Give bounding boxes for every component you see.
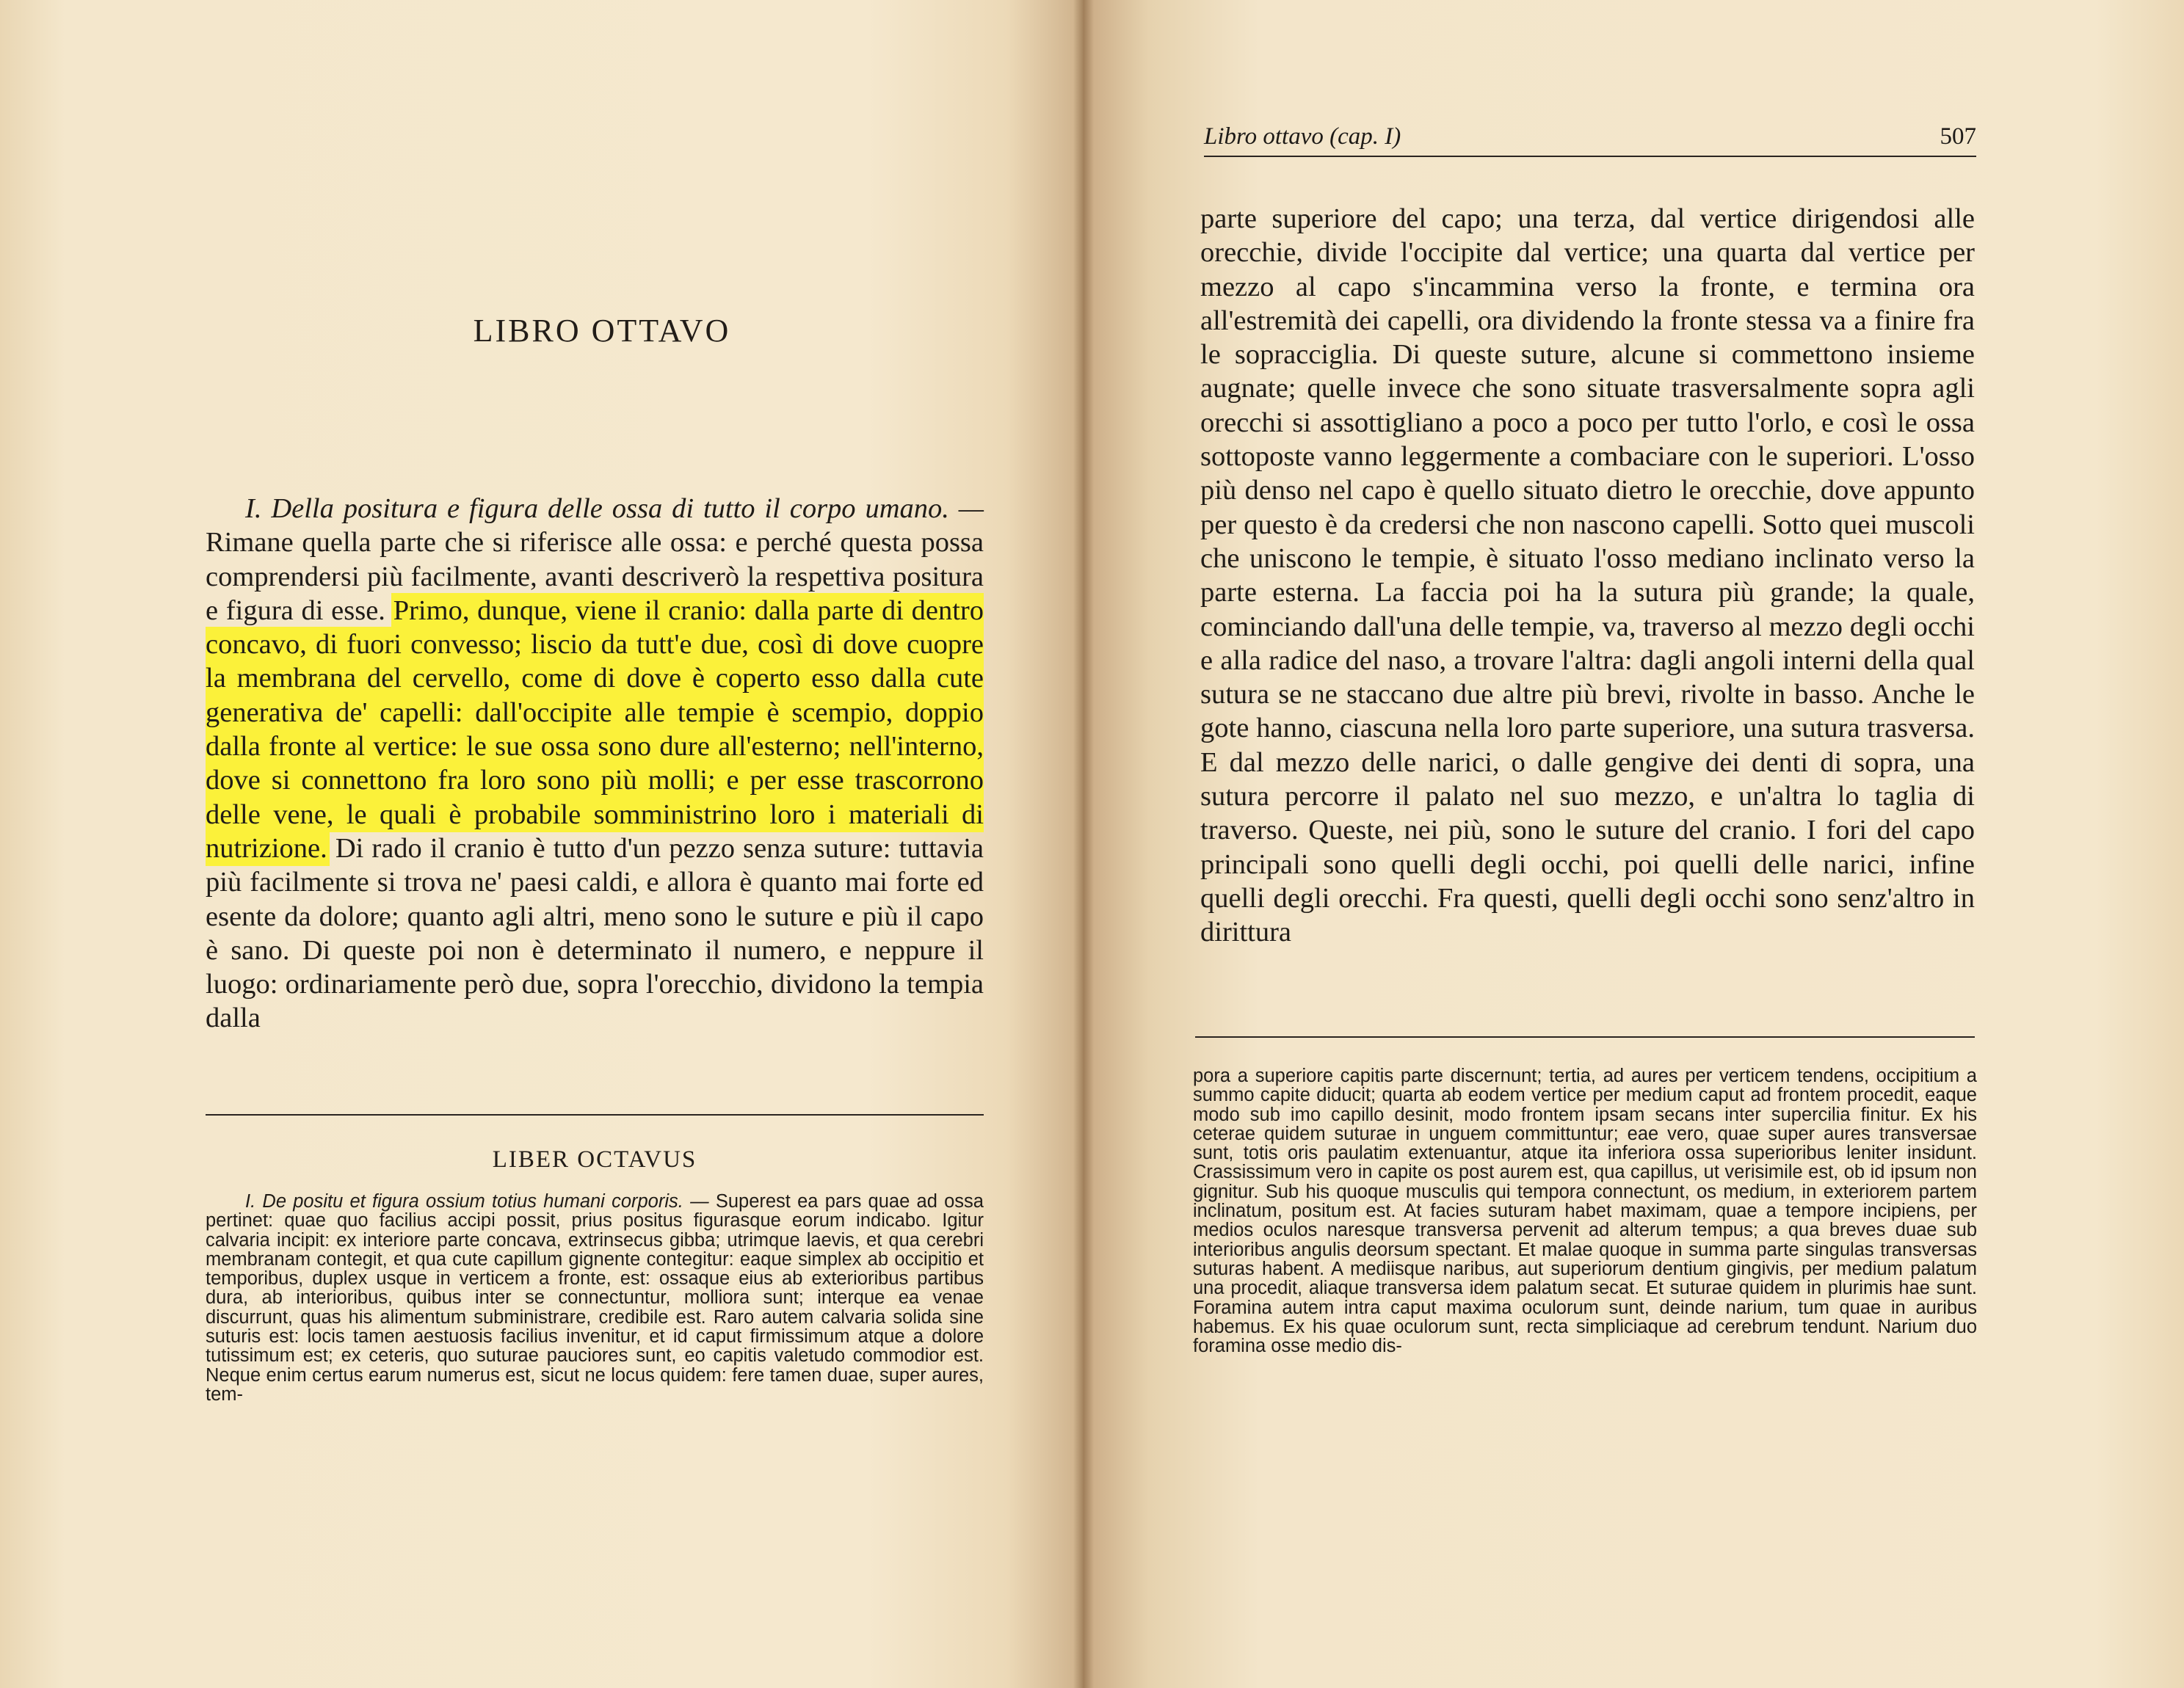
running-header xyxy=(1204,123,1976,157)
book-gutter xyxy=(1073,0,1094,1688)
running-title: Libro ottavo (cap. I) xyxy=(1204,123,1401,150)
italian-text-right xyxy=(1200,202,1975,950)
page-number: 507 xyxy=(1940,123,1976,150)
highlighted-passage: Primo, dunque, viene il cranio: dalla parte di dentro concavo, di fuori convesso; liscio da tutt'e due, così di dove cuopre la membrana del cervello, come di dove è coperto esso dalla cute generativa de' capelli: dall'occipite alle tempie è scempio, doppio dalla fronte al vertice: le sue ossa sono dure all'esterno; nell'interno, dove si connettono fra loro sono più molli; e per esse trascorrono delle vene, le quali è probabile somministrino loro i materiali di nutrizione. xyxy=(206,594,984,864)
latin-heading: I. De positu et figura ossium totius humani corporis. — xyxy=(245,1191,709,1212)
latin-title: LIBER OCTAVUS xyxy=(492,1146,697,1173)
intro-text: Rimane quella parte che si riferisce alle ossa: e perché questa possa comprendersi più facilmente, avanti descriverò la respettiva positura e figura di esse. xyxy=(206,527,984,626)
book-title: LIBRO OTTAVO xyxy=(473,313,731,349)
italian-body-right: parte superiore del capo; una terza, dal vertice dirigendosi alle orecchie, divide l'occipite dal vertice; una quarta dal vertice per mezzo al capo s'incammina verso la fronte, e termina ora all'estremità dei capelli, ora dividendo la fronte stessa va a finire fra le sopracciglia. Di queste suture, alcune si commettono insieme augnate; quelle invece che sono situate trasversalmente sopra agli orecchi si assottigliano a poco a poco per tutto l'orlo, e così le ossa sottoposte vanno leggermente a combaciare con le superiori. L'osso più denso nel capo è quello situato dietro le orecchie, dove appunto per questo è da credersi che non nascono capelli. Sotto quei muscoli che uniscono le tempie, è situato l'osso mediano inclinato verso la parte esterna. La faccia poi ha la sutura più grande; la quale, cominciando dall'una delle tempie, va, traverso al mezzo degli occhi e alla radice del naso, a trovare l'altra: dagli angoli interni della qual sutura se ne staccano due altre più brevi, rivolte in basso. Anche le gote hanno, ciascuna nella loro parte superiore, una sutura trasversa. E dal mezzo delle narici, o dalle gengive dei denti di sopra, una sutura percorre il palato nel suo mezzo, e un'altra lo taglia di traverso. Queste, nei più, sono le suture del cranio. I fori del capo principali sono quelli degli occhi, poi quelli delle narici, infine quelli degli orecchi. Fra questi, quelli degli occhi sono senz'altro in dirittura xyxy=(1200,203,1975,948)
latin-paragraph xyxy=(206,1192,984,1404)
footnote-divider-right xyxy=(1195,1036,1975,1038)
chapter-paragraph xyxy=(206,492,984,1036)
latin-body: Superest ea pars quae ad ossa pertinet: quae quo facilius accipi possit, prius positus figurasque eorum indicabo. Igitur calvaria incipit: ex interiore parte concava, extrinsecus gibba; utrimque laevis, et qua cerebri membranam contegit, et qua cute capillum gignente contegitur: eaque simplex ab occipitio et temporibus, duplex usque in verticem a fronte, est: ossaque eius ab exterioribus partibus dura, ab interioribus, quibus inter se connectuntur, molliora sunt; interque ea venae discurrunt, quas his alimentum subministrare, credibile est. Raro autem calvaria solida sine suturis est: locis tamen aestuosis facilius invenitur, et id caput firmissimum atque a dolore tutissimum est; ex ceteris, quo suturae pauciores sunt, eo capitis valetudo commodior est. Neque enim certus earum numerus est, sicut ne locus quidem: fere tamen duae, super aures, tem- xyxy=(206,1191,984,1405)
latin-text-right xyxy=(1193,1066,1977,1356)
italian-text-left xyxy=(206,492,984,1036)
latin-text-left xyxy=(206,1192,984,1404)
footnote-divider xyxy=(206,1114,984,1116)
continuation-text: Di rado il cranio è tutto d'un pezzo senza suture: tuttavia più facilmente si trova ne' paesi caldi, e allora è quanto mai forte ed esente da dolore; quanto agli altri, meno sono le suture e più il capo è sano. Di queste poi non è determinato il numero, e neppure il luogo: ordinariamente però due, sopra l'orecchio, dividono la tempia dalla xyxy=(206,832,984,1034)
chapter-heading: I. Della positura e figura delle ossa di tutto il corpo umano. — xyxy=(245,493,984,524)
latin-body-right: pora a superiore capitis parte discernunt; tertia, ad aures per verticem tendens, occipitium a summo capite diducit; quarta ab eodem vertice per medium caput ad frontem procedit, eaque modo sub imo capillo desinit, modo frontem ipsam secans inter supercilia finitur. Ex his ceterae quidem suturae in unguem committuntur; eae vero, quae super aures transversae sunt, totis oris paulatim extenuantur, atque ita inferiora ossa superioribus leniter insidunt. Crassissimum vero in capite os post aurem est, qua capillus, ut verisimile est, ob id ipsum non gignitur. Sub his quoque musculis qui tempora connectunt, os medium, in exteriorem partem inclinatum, positum est. At facies suturam habet maximam, quae a tempore incipiens, per medios oculos naresque transversa pervenit ad alterum tempus; a qua breves duae sub interioribus angulis deorsum spectant. Et malae quoque in summa parte singulas transversas suturas habent. A mediisque naribus, aut superiorum dentium gingivis, per medium palatum una procedit, aliaque transversa idem palatum secat. Et suturae quidem in plurimis hae sunt. Foramina autem intra caput maxima oculorum sunt, deinde narium, tum quae in auribus habemus. Ex his quae oculorum sunt, recta simpliciaque ad cerebrum tendunt. Narium duo foramina osse medio dis- xyxy=(1193,1066,1977,1357)
left-page xyxy=(0,0,1083,1688)
